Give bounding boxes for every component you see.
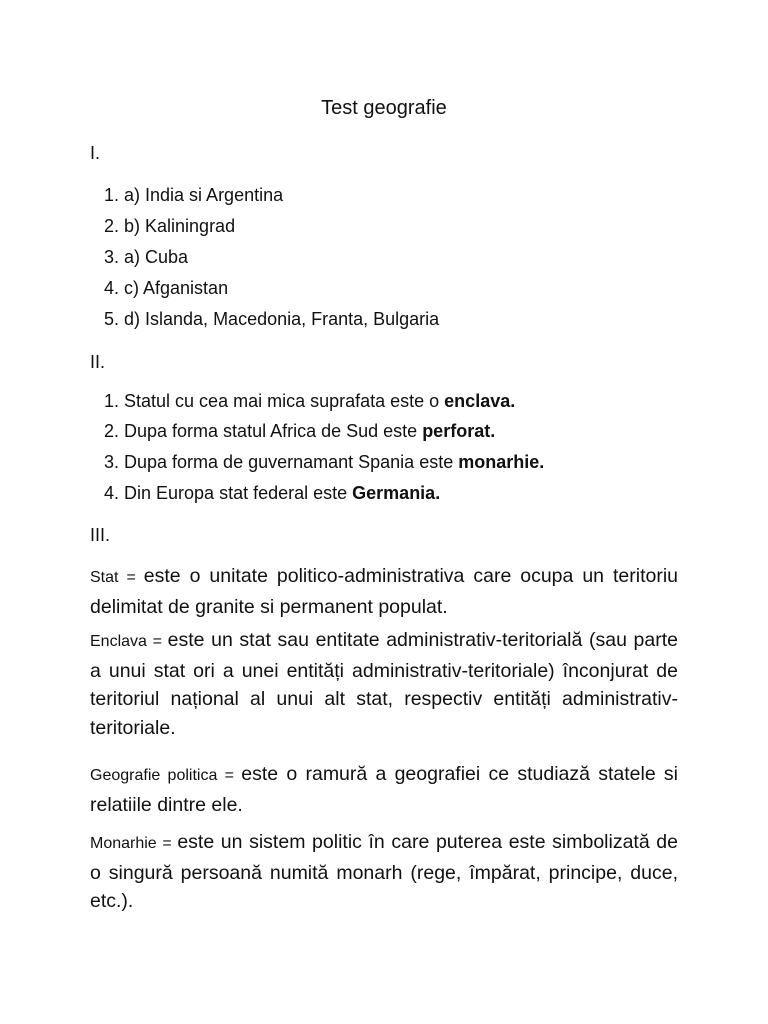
item-answer: perforat. (422, 421, 496, 441)
definition-monarhie (90, 828, 678, 916)
definition-stat (90, 562, 678, 621)
list-item (104, 483, 440, 504)
list-item (104, 452, 544, 473)
definition-term: Enclava = (90, 633, 168, 650)
section-1-heading: I. (90, 143, 101, 163)
list-item (104, 421, 495, 442)
item-text: 2. Dupa forma statul Africa de Sud este (104, 421, 423, 441)
list-item: 2. b) Kaliningrad (104, 216, 236, 236)
section-2-heading: II. (90, 352, 106, 372)
section-3-heading: III. (90, 525, 111, 545)
item-text: 4. Din Europa stat federal este (104, 483, 353, 503)
definition-text: este un stat sau entitate administrativ-teritorială (sau parte a unui stat ori a unei entități administrativ-teritoriale) înconjurat de teritoriul național al unui alt stat, respectiv entități administrativ-teritoriale. (90, 629, 678, 739)
list-item: 4. c) Afganistan (104, 278, 229, 298)
list-item: 3. a) Cuba (104, 247, 189, 267)
item-text: 1. Statul cu cea mai mica suprafata este o (104, 391, 445, 411)
definition-term: Stat = (90, 569, 144, 586)
definition-term: Monarhie = (90, 835, 178, 852)
definition-term: Geografie politica = (90, 767, 242, 784)
item-answer: Germania. (352, 483, 441, 503)
definition-geografie-politica (90, 760, 678, 819)
item-text: 3. Dupa forma de guvernamant Spania este (104, 452, 459, 472)
document-title: Test geografie (321, 97, 447, 119)
list-item: 1. a) India si Argentina (104, 185, 284, 205)
list-item: 5. d) Islanda, Macedonia, Franta, Bulgaria (104, 309, 440, 329)
definition-enclava (90, 626, 678, 742)
item-answer: monarhie. (458, 452, 545, 472)
definition-text: este o ramură a geografiei ce studiază statele si relatiile dintre ele. (90, 763, 679, 816)
definition-text: este un sistem politic în care puterea este simbolizată de o singură persoană numită monarh (rege, împărat, principe, duce, etc.). (90, 831, 678, 912)
definition-text: este o unitate politico-administrativa care ocupa un teritoriu delimitat de granite si permanent populat. (90, 565, 678, 618)
list-item (104, 391, 515, 412)
item-answer: enclava. (444, 391, 516, 411)
